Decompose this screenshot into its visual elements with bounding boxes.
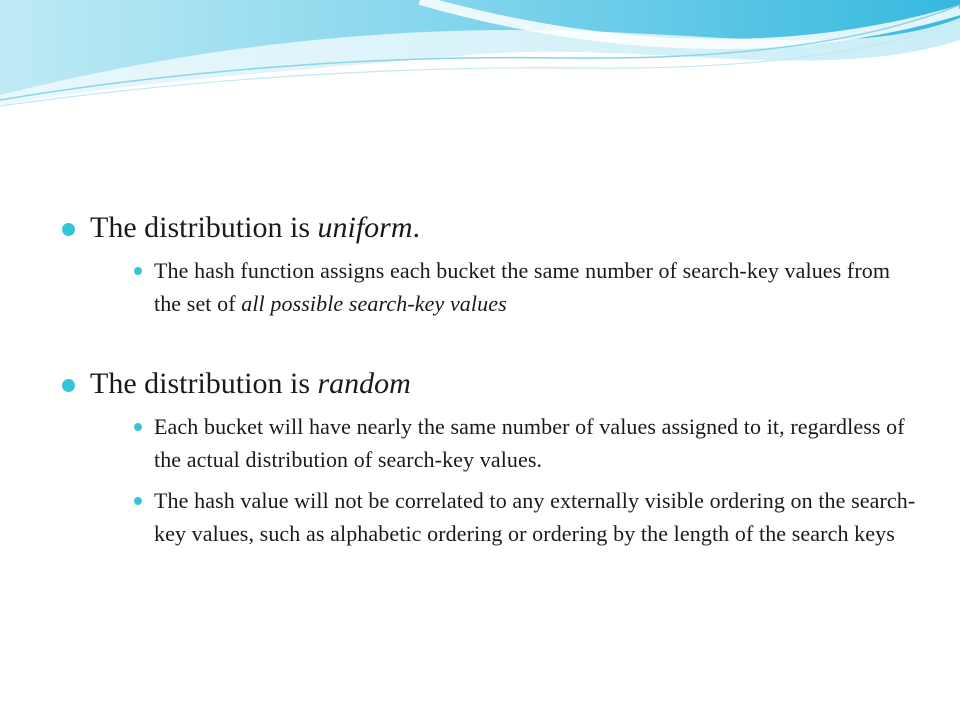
bullet-uniform <box>60 208 920 248</box>
uniform-sub-list <box>130 254 920 320</box>
random-sub-item-2-text: The hash value will not be correlated to any externally visible ordering on the search-key values, such as alphabetic ordering or ordering by the length of the search keys <box>154 488 916 546</box>
sub-bullet-dot-icon <box>134 267 142 275</box>
bullet-random-text: The distribution is <box>90 367 318 400</box>
uniform-sub-item-1-text: The hash function assigns each bucket the same number of search-key values from the set of <box>154 258 891 316</box>
random-sub-item-1-text: Each bucket will have nearly the same number of values assigned to it, regardless of the actual distribution of search-key values. <box>154 414 905 472</box>
bullet-dot-icon <box>62 223 75 236</box>
random-sub-list <box>130 410 920 550</box>
bullet-random-emph: random <box>317 367 411 400</box>
bullet-uniform-emph: uniform <box>317 211 413 244</box>
bullet-uniform-text: The distribution is <box>90 211 318 244</box>
random-sub-item-2 <box>130 484 920 550</box>
sub-bullet-dot-icon <box>134 497 142 505</box>
header-wave-decoration <box>0 0 960 130</box>
bullet-dot-icon <box>62 379 75 392</box>
bullet-content <box>60 208 920 560</box>
random-sub-item-1 <box>130 410 920 476</box>
uniform-sub-item-1 <box>130 254 920 320</box>
bullet-random <box>60 364 920 404</box>
sub-bullet-dot-icon <box>134 423 142 431</box>
bullet-uniform-suffix: . <box>412 211 421 244</box>
uniform-sub-item-1-emph: all possible search-key values <box>241 291 507 316</box>
